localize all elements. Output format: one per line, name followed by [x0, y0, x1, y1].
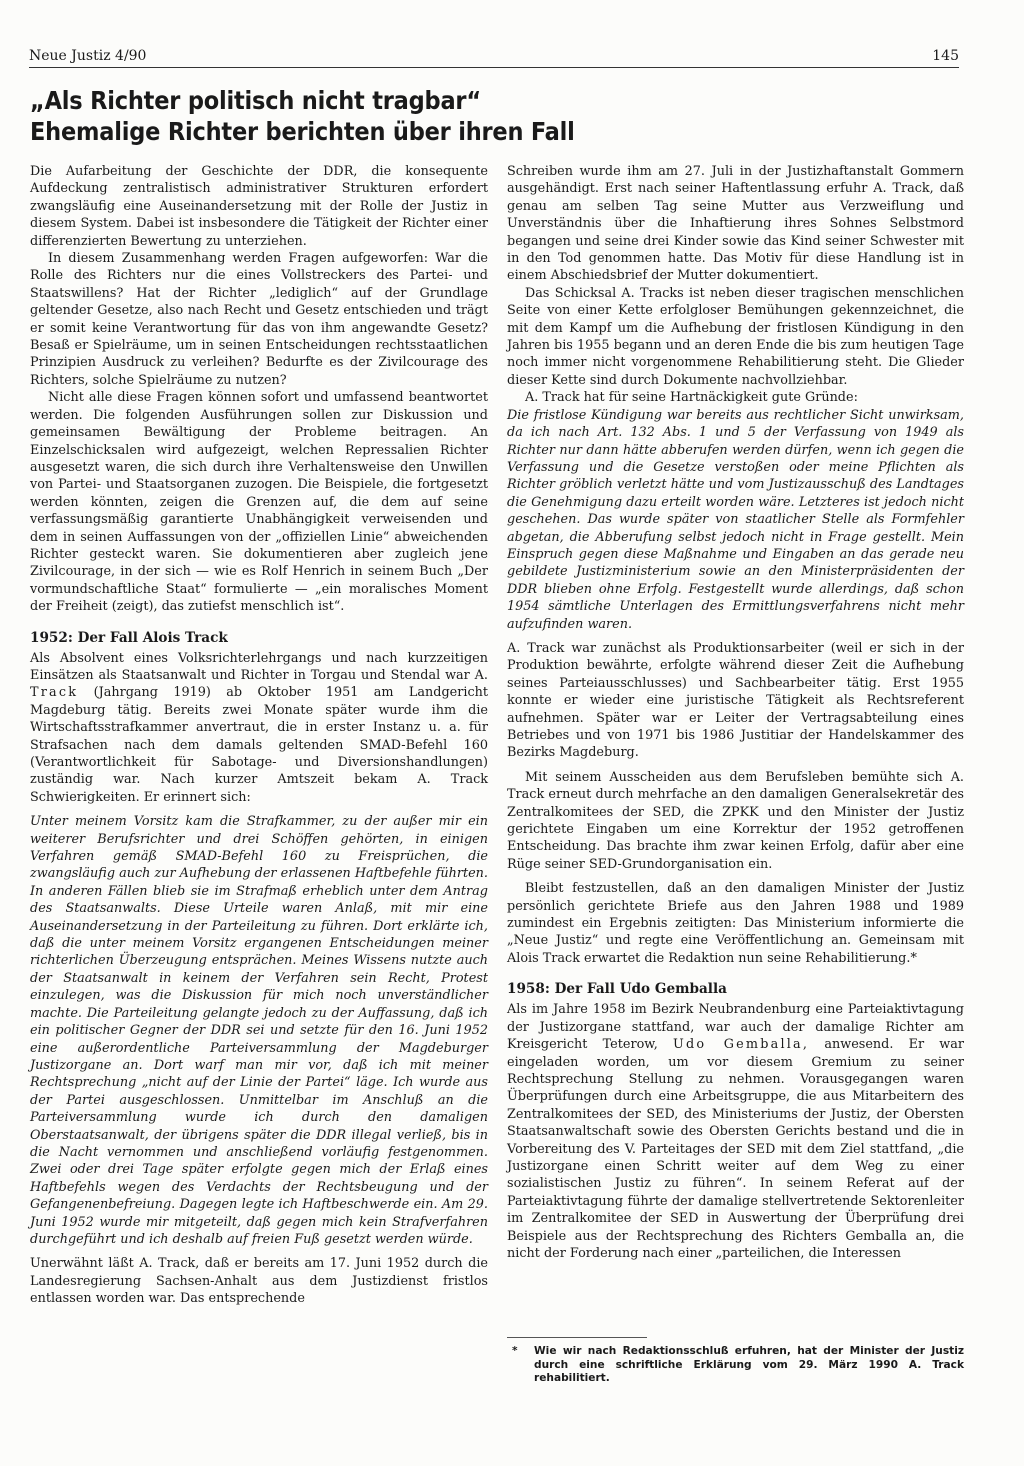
track-intro-text-a: Als Absolvent eines Volksrichterlehrgangs und nach kurzzeitigen Einsätzen als Staatsanwalt und Richter in Torgau und Stendal war A. — [30, 650, 488, 683]
track-letter-paragraph: Schreiben wurde ihm am 27. Juli in der Justizhaftanstalt Gommern ausgehändigt. Erst nach seiner Haftentlassung erfuhr A. Track, daß genau am selben Tag seine Mutter aus Verzweiflung und Unverständnis über die Inhaftierung ihres Sohnes Selbstmord begangen und seine drei Kinder sowie das Kind seiner Schwester mit in den Tod genommen hatte. Das Motiv für diese Handlung ist in einem Abschiedsbrief der Mutter dokumentiert. — [507, 164, 964, 284]
track-quote: Unter meinem Vorsitz kam die Strafkammer, zu der außer mir ein weiterer Berufsrichter und drei Schöffen gehörten, in einigen Verfahren gemäß SMAD-Befehl 160 zu Freisprüchen, die zwangsläufig auch zur Aufhebung der erlassenen Haftbefehle führten. In anderen Fällen blieb sie im Strafmaß erheblich unter dem Antrag des Staatsanwalts. Diese Urteile waren Anlaß, mit mir eine Auseinandersetzung in der Parteileitung zu führen. Dort erklärte ich, daß die unter meinem Vorsitz ergangenen Entscheidungen meiner richterlichen Überzeugung entsprächen. Meines Wissens nutzte auch der Staatsanwalt in keinem der Verfahren sein Recht, Protest einzulegen, was die Diskussion für mich noch unverständlicher machte. Die Parteileitung gelangte jedoch zu der Auffassung, daß ich ein politischer Gegner der DDR sei und setzte für den 16. Juni 1952 eine außerordentliche Parteiversammlung der Magdeburger Justizorgane an. Dort warf man mir vor, daß ich mit meiner Rechtsprechung „nicht auf der Linie der Partei“ läge. Ich wurde aus der Partei ausgeschlossen. Unmittelbar im Anschluß an die Parteiversammlung wurde ich durch den damaligen Oberstaatsanwalt, der übrigens später die DDR illegal verließ, bis in die Nacht vernommen und anschließend vorläufig festgenommen. Zwei oder drei Tage später erfolgte gegen mich der Erlaß eines Haftbefehls wegen des Verdachts der Rechtsbeugung und der Gefangenenbefreiung. Dagegen legte ich Haftbeschwerde ein. Am 29. Juni 1952 wurde mir mitgeteilt, daß gegen mich kein Strafverfahren durchgeführt und ich deshalb auf freien Fuß gesetzt werden würde. — [30, 814, 488, 1247]
left-column — [30, 163, 488, 1308]
track-intro-paragraph — [30, 650, 488, 807]
gemballa-paragraph — [507, 1001, 964, 1262]
title-line-1: „Als Richter politisch nicht tragbar“ — [30, 86, 481, 115]
gemballa-spaced-name: Udo Gemballa, — [673, 1037, 810, 1053]
gemballa-text-a: Als im Jahre 1958 im Bezirk Neubrandenburg eine Parteiaktivtagung der Justizorgane stattfand, war auch der damalige Richter am Kreisgericht Teterow, — [507, 1002, 964, 1053]
track-petition-paragraph: Mit seinem Ausscheiden aus dem Berufsleben bemühte sich A. Track erneut durch mehrfache an den damaligen Generalsekretär des Zentralkomitees der SED, die ZPKK und den Minister der Justiz gerichtete Eingaben um eine Korrektur der 1952 getroffenen Entscheidung. Das brachte ihm zwar keinen Erfolg, dafür aber eine Rüge seiner SED-Grundorganisation ein. — [507, 769, 964, 872]
track-dismissal-paragraph: Unerwähnt läßt A. Track, daß er bereits am 17. Juni 1952 durch die Landesregierung Sachsen-Anhalt aus dem Justizdienst fristlos entlassen worden war. Das entsprechende — [30, 1256, 488, 1307]
title-line-2: Ehemalige Richter berichten über ihren Fall — [30, 117, 575, 146]
right-column — [507, 163, 964, 1262]
questions-paragraph: In diesem Zusammenhang werden Fragen aufgeworfen: War die Rolle des Richters nur die eines Vollstreckers des Partei- und Staatswillens? Hat der Richter „lediglich“ auf der Grundlage geltender Gesetze, also nach Recht und Gesetz entschieden und trägt er somit keine Verantwortung für das von ihm angewandte Gesetz? Besaß er Spielräume, um in seinen Entscheidungen rechtsstaatlichen Prinzipien Ausdruck zu verleihen? Bedurfte es der Zivilcourage des Richters, solche Spielräume zu nutzen? — [30, 251, 488, 388]
header-rule — [29, 67, 959, 68]
article-title — [30, 85, 960, 147]
track-reasons-paragraph: A. Track hat für seine Hartnäckigkeit gute Gründe: — [525, 390, 858, 406]
footnote-rule — [507, 1337, 647, 1338]
track-spaced-name: Track — [30, 685, 79, 701]
footnote-text: Wie wir nach Redaktionsschluß erfuhren, hat der Minister der Justiz durch eine schriftliche Erklärung vom 29. März 1990 A. Track rehabilitiert. — [534, 1345, 964, 1384]
gemballa-text-b: anwesend. Er war eingeladen worden, um vor diesem Gremium zu seiner Rechtsprechung Stellung zu nehmen. Vorausgegangen waren Überprüfungen durch eine Arbeitsgruppe, die aus Mitarbeitern des Zentralkomitees der SED, des Ministeriums der Justiz, der Obersten Staatsanwaltschaft sowie des Obersten Gerichts bestand und die in Vorbereitung des V. Parteitages der SED mit dem Ziel stattfand, „die Justizorgane einen Schritt weiter auf dem Weg zu einer sozialistischen Justiz zu führen“. In seinem Referat auf der Parteiaktivtagung führte der damalige stellvertretende Sektorenleiter im Zentralkomitee der SED in Auswertung der Überprüfung drei Beispiele aus der Rechtsprechung des Richters Gemballa an, die nicht der Forderung nach einer „parteilichen, die Interessen — [507, 1037, 964, 1261]
section-heading-gemballa: 1958: Der Fall Udo Gemballa — [507, 981, 727, 998]
section-heading-track: 1952: Der Fall Alois Track — [30, 629, 228, 646]
page-number: 145 — [932, 48, 959, 64]
track-reasons-quote: Die fristlose Kündigung war bereits aus rechtlicher Sicht unwirksam, da ich nach Art. 132 Abs. 1 und 5 der Verfassung von 1949 als Richter nur dann hätte abberufen werden dürfen, wenn ich gegen die Verfassung und die Gesetze verstoßen oder meine Pflichten als Richter gröblich verletzt hätte und vom Justizausschuß des Landtages die Genehmigung dazu erteilt worden wäre. Letzteres ist jedoch nicht geschehen. Das wurde später von staatlicher Stelle als Formfehler abgetan, die Abberufung selbst jedoch nicht in Frage gestellt. Mein Einspruch gegen diese Maßnahme und Eingaben an das gerade neu gebildete Justizministerium sowie an den Ministerpräsidenten der DDR blieben ohne Erfolg. Festgestellt wurde allerdings, daß schon 1954 sämtliche Unterlagen des Ermittlungsverfahrens nicht mehr aufzufinden waren. — [507, 407, 964, 632]
journal-issue: Neue Justiz 4/90 — [29, 48, 147, 64]
footnote — [507, 1345, 964, 1386]
track-conclusion-paragraph: Bleibt festzustellen, daß an den damaligen Minister der Justiz persönlich gerichtete Briefe aus den Jahren 1988 und 1989 zumindest ein Ergebnis zeitigten: Das Ministerium informierte die „Neue Justiz“ und regte eine Veröffentlichung an. Gemeinsam mit Alois Track erwartet die Redaktion nun seine Rehabilitierung.* — [507, 881, 964, 966]
discussion-paragraph: Nicht alle diese Fragen können sofort und umfassend beantwortet werden. Die folgenden Ausführungen sollen zur Diskussion und gemeinsamen Bewältigung der Probleme beitragen. An Einzelschicksalen wird aufgezeigt, welchen Repressalien Richter ausgesetzt waren, die sich durch ihre Verhaltensweise den Unwillen von Partei- und Staatsorganen zuzogen. Die Beispiele, die fortgesetzt werden könnten, zeigen die Grenzen auf, die dem auf seine verfassungsmäßig garantierte Unabhängigkeit verweisenden und dem in seinen Auffassungen von der „offiziellen Linie“ abweichenden Richter gesteckt waren. Sie dokumentieren aber zugleich jene Zivilcourage, in der sich — wie es Rolf Henrich in seinem Buch „Der vormundschaftliche Staat“ formulierte — „ein moralisches Moment der Freiheit (zeigt), das zutiefst menschlich ist“. — [30, 390, 488, 615]
track-intro-text-b: (Jahrgang 1919) ab Oktober 1951 am Landgericht Magdeburg tätig. Bereits zwei Monate später wurde ihm die Wirtschaftsstrafkammer anvertraut, die in erster Instanz u. a. für Strafsachen nach dem damals geltenden SMAD-Befehl 160 (Verantwortlichkeit für Sabotage- und Diversionshandlungen) zuständig war. Nach kurzer Amtszeit bekam A. Track Schwierigkeiten. Er erinnert sich: — [30, 685, 489, 805]
intro-paragraph: Die Aufarbeitung der Geschichte der DDR, die konsequente Aufdeckung zentralistisch administrativer Strukturen erfordert zwangsläufig eine Auseinandersetzung mit der Rolle der Justiz in diesem System. Dabei ist insbesondere die Tätigkeit der Richter einer differenzierten Bewertung zu unterziehen. — [30, 164, 488, 249]
track-fate-paragraph: Das Schicksal A. Tracks ist neben dieser tragischen menschlichen Seite von einer Kette erfolgloser Bemühungen gekennzeichnet, die mit dem Kampf um die Aufhebung der fristlosen Kündigung in den Jahren bis 1955 begann und an deren Ende die bis zum heutigen Tage noch immer nicht vorgenommene Rehabilitierung steht. Die Glieder dieser Kette sind durch Dokumente nachvollziehbar. — [507, 285, 964, 388]
track-career-paragraph: A. Track war zunächst als Produktionsarbeiter (weil er sich in der Produktion bewährte, erfolgte während dieser Zeit die Aufhebung seines Parteiausschlusses) und Sachbearbeiter tätig. Erst 1955 konnte er wieder eine juristische Tätigkeit als Rechtsreferent aufnehmen. Später war er Leiter der Vertragsabteilung eines Betriebes und von 1971 bis 1986 Justitiar der Handelskammer des Bezirks Magdeburg. — [507, 640, 964, 761]
footnote-mark: * — [512, 1345, 518, 1357]
